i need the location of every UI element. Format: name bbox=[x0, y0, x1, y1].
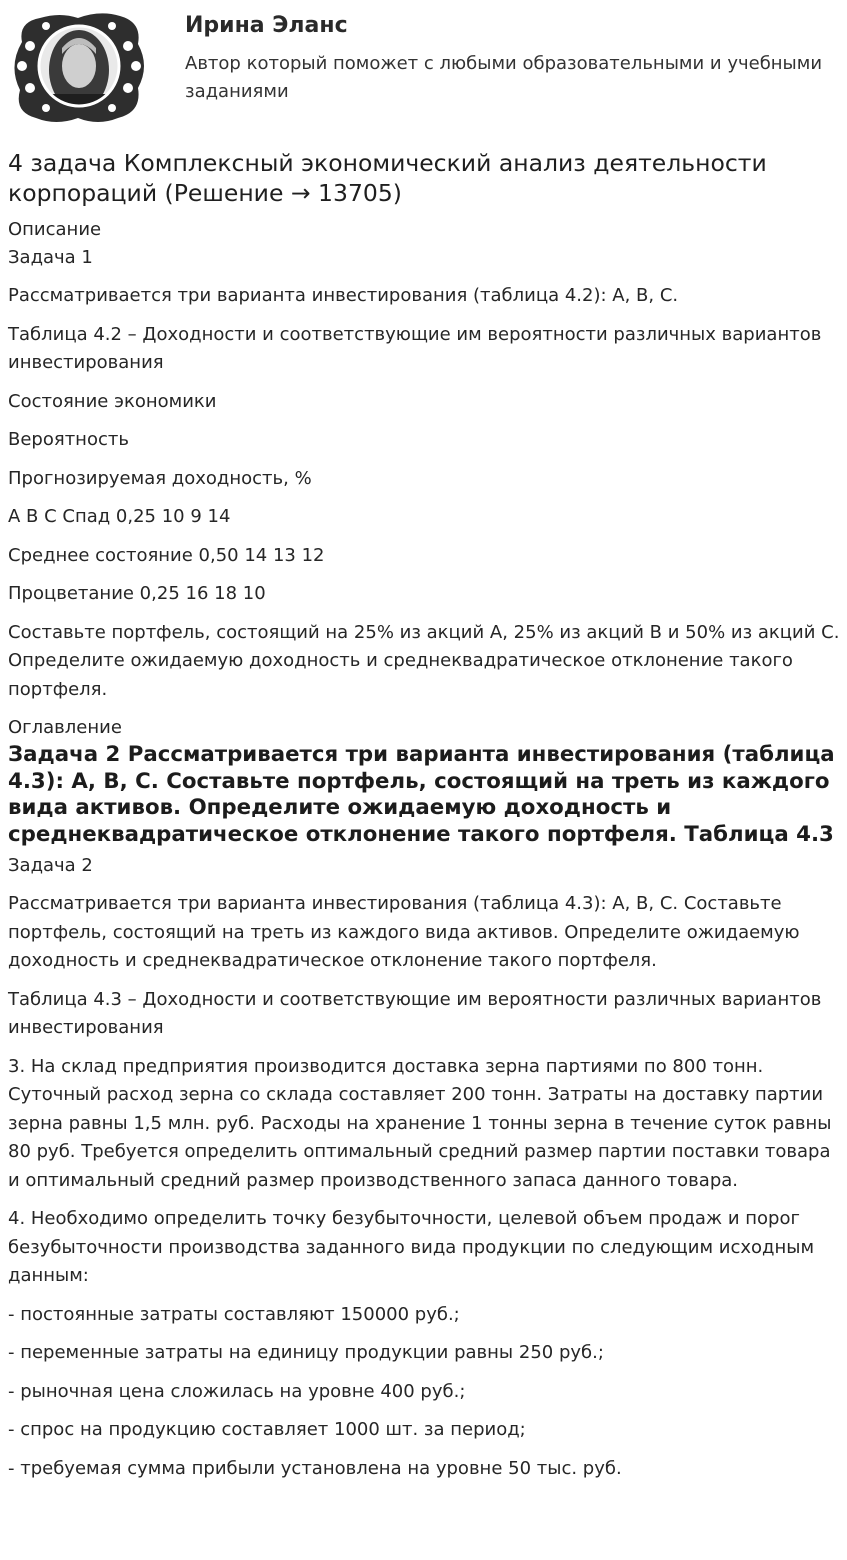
author-name[interactable]: Ирина Эланс bbox=[185, 13, 348, 38]
paragraph: Вероятность bbox=[8, 429, 129, 450]
paragraph: А В С Спад 0,25 10 9 14 bbox=[8, 506, 231, 527]
task-2-label: Задача 2 bbox=[8, 855, 93, 876]
paragraph: - требуемая сумма прибыли установлена на уровне 50 тыс. руб. bbox=[8, 1457, 622, 1479]
paragraph: - переменные затраты на единицу продукции равны 250 руб.; bbox=[8, 1342, 604, 1363]
film-reel-avatar-icon bbox=[8, 8, 150, 126]
paragraph: 3. На склад предприятия производится доставка зерна партиями по 800 тонн. Суточный расход зерна со склада составляет 200 тонн. Затраты на доставку партии зерна равны 1,5 млн. руб. Расходы на хранение 1 тонны зерна в течение суток равны 80 руб. Требуется определить оптимальный средний размер партии поставки товара и оптимальный средний размер производственного запаса данного товара. bbox=[8, 1055, 832, 1191]
main-content bbox=[8, 216, 840, 1493]
author-avatar[interactable] bbox=[8, 8, 150, 126]
page-title: 4 задача Комплексный экономический анализ деятельности корпораций (Решение → 13705) bbox=[8, 149, 767, 207]
paragraph: Среднее состояние 0,50 14 13 12 bbox=[8, 544, 325, 566]
paragraph: Прогнозируемая доходность, % bbox=[8, 467, 312, 489]
task-1-label: Задача 1 bbox=[8, 247, 93, 268]
paragraph: Рассматривается три варианта инвестирования (таблица 4.2): А, В, С. bbox=[8, 285, 679, 306]
paragraph: - спрос на продукцию составляет 1000 шт. за период; bbox=[8, 1419, 526, 1440]
paragraph: Таблица 4.3 – Доходности и соответствующие им вероятности различных вариантов инвестирования bbox=[8, 988, 822, 1038]
paragraph: Рассматривается три варианта инвестирования (таблица 4.3): А, В, С. Составьте портфель, состоящий на треть из каждого вида активов. Определите ожидаемую доходность и среднеквадратическое отклонение такого портфеля. bbox=[8, 893, 800, 971]
paragraph: Состояние экономики bbox=[8, 390, 217, 412]
author-header bbox=[0, 0, 847, 140]
author-description: Автор который поможет с любыми образовательными и учебными заданиями bbox=[185, 53, 823, 102]
paragraph: Составьте портфель, состоящий на 25% из акций А, 25% из акций В и 50% из акций С. Определите ожидаемую доходность и среднеквадратическое отклонение такого портфеля. bbox=[8, 621, 840, 700]
description-label: Описание bbox=[8, 219, 102, 240]
toc-label: Оглавление bbox=[8, 717, 122, 738]
paragraph: - рыночная цена сложилась на уровне 400 руб.; bbox=[8, 1380, 466, 1402]
toc-heading: Задача 2 Рассматривается три варианта инвестирования (таблица 4.3): А, В, С. Составьте портфель, состоящий на треть из каждого вида активов. Определите ожидаемую доходность и среднеквадратическое отклонение такого портфеля. Таблица 4.3 bbox=[8, 742, 835, 847]
paragraph: Процветание 0,25 16 18 10 bbox=[8, 583, 266, 604]
paragraph: Таблица 4.2 – Доходности и соответствующие им вероятности различных вариантов инвестирования bbox=[8, 323, 822, 373]
paragraph: 4. Необходимо определить точку безубыточности, целевой объем продаж и порог безубыточности производства заданного вида продукции по следующим исходным данным: bbox=[8, 1208, 815, 1286]
paragraph: - постоянные затраты составляют 150000 руб.; bbox=[8, 1303, 460, 1325]
